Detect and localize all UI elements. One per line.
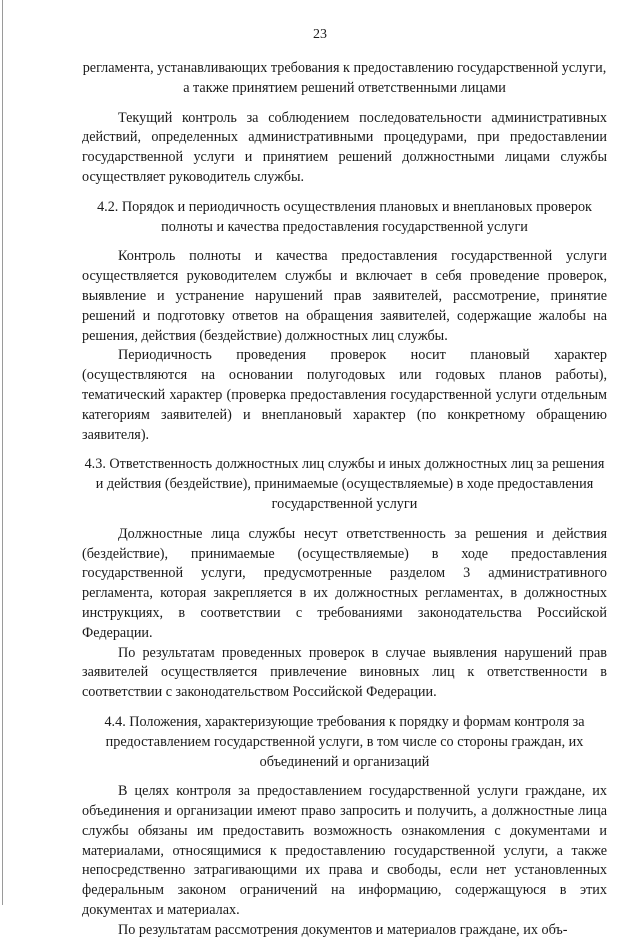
section-4-2-paragraph: Периодичность проведения проверок носит плановый характер (осуществляются на основании полугодовых или годовых планов работы), тематический характер (проверка предоставления государственной услуги отдельным категориям заявителей) и внеплановый характер (по конкретному обращению заявителя). — [82, 347, 607, 443]
document-body — [82, 59, 607, 941]
page-edge-line — [2, 0, 3, 905]
page-number: 23 — [313, 27, 327, 42]
section-4-2-paragraph: Контроль полноты и качества предоставления государственной услуги осуществляется руководителем службы и включает в себя проведение проверок, выявление и устранение нарушений прав заявителей, рассмотрение, принятие решений и подготовку ответов на обращения заявителей, содержащие жалобы на решения, действия (бездействие) должностных лиц службы. — [82, 248, 607, 344]
paragraph-current-control: Текущий контроль за соблюдением последовательности административных действий, определенных административными процедурами, при предоставлении государственной услуги и принятием решений должностными лицами службы осуществляет руководитель службы. — [82, 109, 607, 185]
section-4-2-heading: 4.2. Порядок и периодичность осуществления плановых и внеплановых проверок полноты и качества предоставления государственной услуги — [97, 198, 592, 235]
section-4-3-heading: 4.3. Ответственность должностных лиц службы и иных должностных лиц за решения и действия (бездействие), принимаемые (осуществляемые) в ходе предоставления государственной услуги — [84, 456, 605, 512]
intro-continuation: регламента, устанавливающих требования к предоставлению государственной услуги, а также принятием решений ответственными лицами — [82, 60, 607, 96]
section-4-3-paragraph: Должностные лица службы несут ответственность за решения и действия (бездействие), принимаемые (осуществляемые) в ходе предоставления государственной услуги, предусмотренные разделом 3 административного регламента, которая закрепляется в их должностных регламентах, в должностных инструкциях, в соответствии с требованиями законодательства Российской Федерации. — [82, 525, 607, 641]
section-4-4-paragraph: По результатам рассмотрения документов и материалов граждане, их объ- — [118, 921, 568, 938]
section-4-3-paragraph: По результатам проведенных проверок в случае выявления нарушений прав заявителей осуществляется привлечение виновных лиц к ответственности в соответствии с законодательством Российской Федерации. — [82, 644, 607, 701]
section-4-4-paragraph: В целях контроля за предоставлением государственной услуги граждане, их объединения и организации имеют право запросить и получить, а должностные лица службы обязаны им предоставить возможность ознакомления с документами и материалами, относящимися к предоставлению государственной услуги, а также непосредственно затрагивающими их права и свободы, если нет установленных федеральным законом ограничений на информацию, содержащуюся в этих документах и материалах. — [82, 783, 607, 919]
section-4-4-heading: 4.4. Положения, характеризующие требования к порядку и формам контроля за предоставлением государственной услуги, в том числе со стороны граждан, их объединений и организаций — [104, 713, 585, 770]
